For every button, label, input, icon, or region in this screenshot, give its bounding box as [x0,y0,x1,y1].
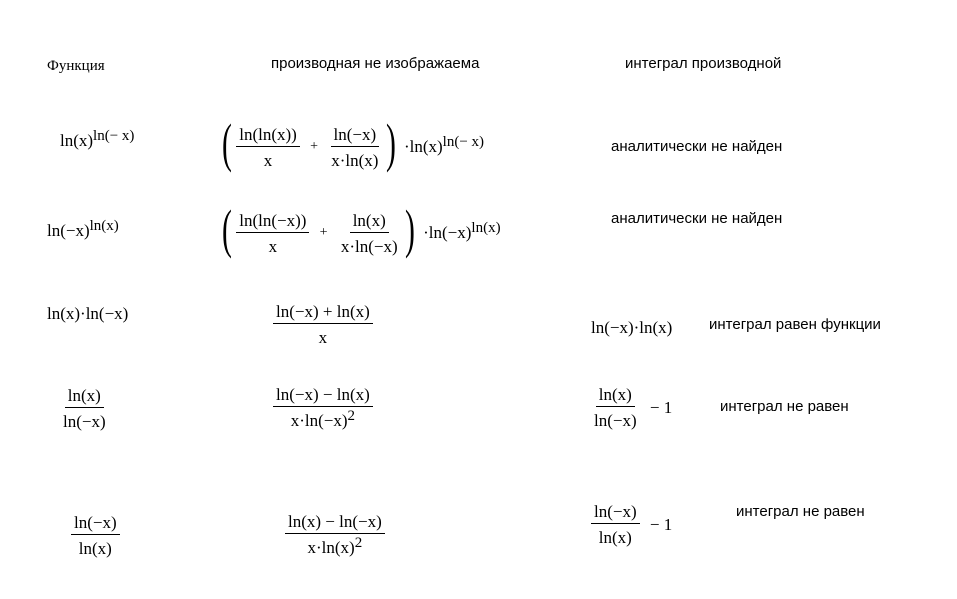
left-paren: ( [222,199,232,259]
row3-integral-note: интеграл равен функции [709,316,881,333]
fraction: $\frac{\ln(-x)}{\ln(x)}$ [71,514,120,557]
fraction: $\frac{\ln(-x) - \ln(x)}{x\cdot\ln(-x)^2}$ [273,386,373,430]
row2-function: $\ln(-x)^{ln(x)}$ [47,218,119,240]
row5-function [71,514,120,557]
row3-function: ln(x)·ln(−x) [47,304,129,323]
left-paren: ( [222,113,232,173]
row5-integral-expr: $\frac{\ln(-x)}{\ln(x)}$ − 1 [591,503,672,546]
row5-derivative [285,513,385,557]
fraction: $\frac{\ln(\ln(x))}{x}$ [236,126,300,169]
row4-integral-note: интеграл не равен [720,398,849,415]
fraction: $\frac{\ln(-x) + \ln(x)}{x}$ [273,303,373,346]
header-derivative: производная не изображаема [271,55,480,72]
row1-integral-note: аналитически не найден [611,138,783,155]
row3-integral-expr: ln(−x)·ln(x) [591,318,673,337]
row4-integral-expr: $\frac{\ln(x)}{\ln(-x)}$ − 1 [591,386,672,429]
row2-derivative: ( $\frac{\ln(\ln(-x))}{x}$ + $\frac{\ln(x)}{x\cdot\ln(-x)}$ ) $\cdot\ln(-x)^{ln(x)}$ [222,199,501,259]
right-paren: ) [385,113,396,173]
fraction: $\frac{\ln(x)}{\ln(-x)}$ [594,385,637,430]
row1-function: $\ln(x)^{ln(- x)}$ [60,128,135,150]
row4-derivative [273,386,373,430]
row2-integral-note: аналитически не найден [611,210,783,227]
fraction: $\frac{\ln(-x)}{\ln(x)}$ [591,503,640,546]
fraction: $\frac{\ln(x) - \ln(-x)}{x\cdot\ln(x)^2}$ [285,513,385,557]
fraction: $\frac{\ln(\ln(-x))}{x}$ [236,212,309,255]
row5-integral-note: интеграл не равен [736,503,865,520]
row1-derivative: ( $\frac{\ln(\ln(x))}{x}$ + $\frac{\ln(-x)}{x\cdot\ln(x)}$ ) $\cdot\ln(x)^{ln(- x)}$ [222,113,485,173]
fraction: $\frac{\ln(-x)}{x\cdot\ln(x)}$ [331,124,379,170]
header-function: Функция [47,58,105,74]
row4-function [60,387,109,430]
right-paren: ) [404,199,415,259]
fraction: $\frac{\ln(x)}{x\cdot\ln(-x)}$ [340,210,398,256]
fraction: $\frac{\ln(x)}{\ln(-x)}$ [63,386,106,431]
header-integral: интеграл производной [625,55,782,72]
row3-derivative [273,303,373,346]
